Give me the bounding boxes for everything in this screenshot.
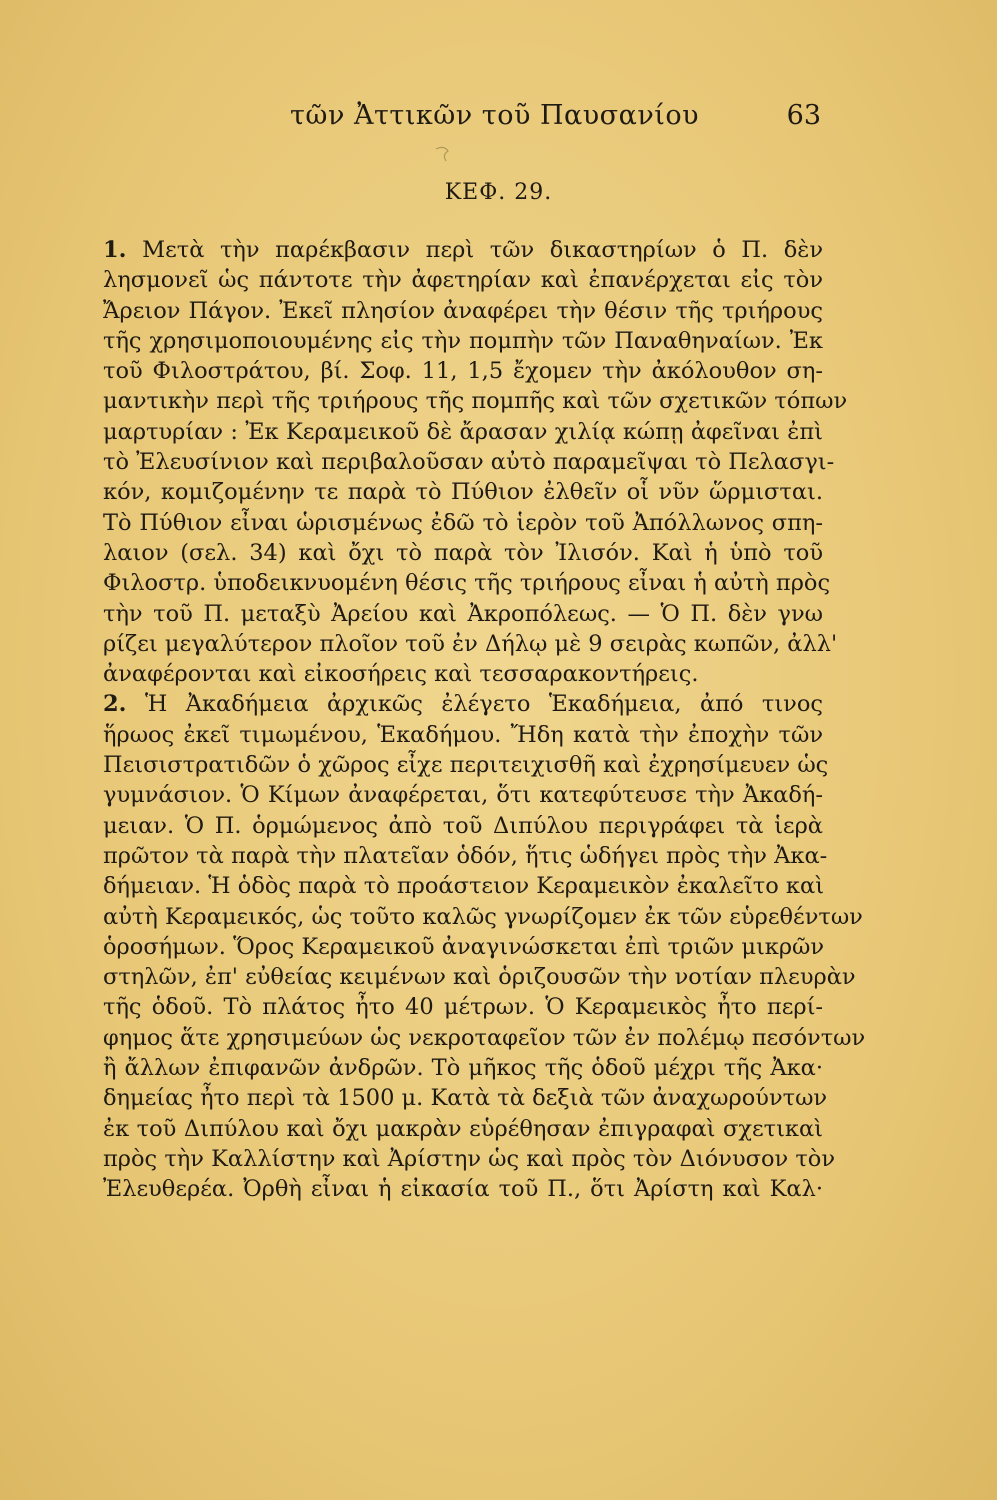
body-text bbox=[75, 235, 866, 1205]
text-line: λαιον (σελ. 34) καὶ ὄχι τὸ παρὰ τὸν Ἰλισόν. Καὶ ἡ ὑπὸ τοῦ bbox=[103, 539, 823, 566]
printer-ornament bbox=[430, 145, 460, 167]
text-line: κόν, κομιζομένην τε παρὰ τὸ Πύθιον ἐλθεῖν οἷ νῦν ὥρμισται. bbox=[103, 479, 823, 506]
paragraph-1 bbox=[75, 235, 848, 689]
text-line bbox=[75, 689, 823, 719]
text-line: Ἄρειον Πάγον. Ἐκεῖ πλησίον ἀναφέρει τὴν θέσιν τῆς τριήρους bbox=[103, 297, 823, 324]
text-line: λησμονεῖ ὡς πάντοτε τὴν ἀφετηρίαν καὶ ἐπανέρχεται εἰς τὸν bbox=[103, 267, 823, 294]
text-line: μαντικὴν περὶ τῆς τριήρους τῆς πομπῆς καὶ τῶν σχετικῶν τόπων bbox=[103, 388, 848, 415]
text-line: τὸ Ἐλευσίνιον καὶ περιβαλοῦσαν αὐτὸ παραμεῖψαι τὸ Πελασγι- bbox=[103, 449, 835, 476]
text-line: μειαν. Ὁ Π. ὁρμώμενος ἀπὸ τοῦ Διπύλου περιγράφει τὰ ἱερὰ bbox=[103, 812, 823, 839]
paragraph-2 bbox=[75, 689, 866, 1204]
paragraph-number: 2. bbox=[103, 691, 127, 718]
text-line: αὐτὴ Κεραμεικός, ὡς τοῦτο καλῶς γνωρίζομεν ἐκ τῶν εὑρεθέντων bbox=[103, 903, 863, 930]
text-line bbox=[75, 235, 823, 265]
text-line: τὴν τοῦ Π. μεταξὺ Ἀρείου καὶ Ἀκροπόλεως. — Ὁ Π. δὲν γνω bbox=[103, 600, 823, 627]
text-line: τῆς ὁδοῦ. Τὸ πλάτος ἦτο 40 μέτρων. Ὁ Κεραμεικὸς ἦτο περί- bbox=[103, 994, 823, 1021]
text-line: τῆς χρησιμοποιουμένης εἰς τὴν πομπὴν τῶν Παναθηναίων. Ἐκ bbox=[103, 327, 823, 354]
running-title: τῶν Ἀττικῶν τοῦ Παυσανίου bbox=[290, 100, 700, 131]
text-line: Τὸ Πύθιον εἶναι ὡρισμένως ἐδῶ τὸ ἱερὸν τοῦ Ἀπόλλωνος σπη- bbox=[103, 509, 823, 536]
page-header bbox=[0, 100, 997, 140]
text-line: ὁροσήμων. Ὅρος Κεραμεικοῦ ἀναγινώσκεται ἐπὶ τριῶν μικρῶν bbox=[103, 933, 825, 960]
text-line: Ἐλευθερέα. Ὀρθὴ εἶναι ἡ εἰκασία τοῦ Π., ὅτι Ἀρίστη καὶ Καλ· bbox=[103, 1176, 823, 1203]
text-line: πρὸς τὴν Καλλίστην καὶ Ἀρίστην ὡς καὶ πρὸς τὸν Διόνυσον τὸν bbox=[103, 1145, 836, 1172]
text-line: ἀναφέρονται καὶ εἰκοσήρεις καὶ τεσσαρακοντήρεις. bbox=[103, 661, 699, 688]
page-number: 63 bbox=[786, 100, 821, 131]
chapter-heading: ΚΕΦ. 29. bbox=[444, 180, 553, 205]
text-line: Πεισιστρατιδῶν ὁ χῶρος εἶχε περιτειχισθῆ καὶ ἐχρησίμευεν ὡς bbox=[103, 752, 829, 779]
line-text: Ἡ Ἀκαδήμεια ἀρχικῶς ἐλέγετο Ἑκαδήμεια, ἀπό τινος bbox=[144, 691, 824, 718]
text-line: ἥρωος ἐκεῖ τιμωμένου, Ἑκαδήμου. Ἤδη κατὰ τὴν ἐποχὴν τῶν bbox=[103, 721, 823, 748]
paragraph-number: 1. bbox=[103, 237, 127, 263]
text-line: γυμνάσιον. Ὁ Κίμων ἀναφέρεται, ὅτι κατεφύτευσε τὴν Ἀκαδή- bbox=[103, 782, 823, 809]
text-line: μαρτυρίαν : Ἐκ Κεραμεικοῦ δὲ ἄρασαν χιλίᾳ κώπῃ ἀφεῖναι ἐπὶ bbox=[103, 418, 823, 445]
text-line: φημος ἅτε χρησιμεύων ὡς νεκροταφεῖον τῶν ἐν πολέμῳ πεσόντων bbox=[103, 1024, 866, 1051]
text-line: ἐκ τοῦ Διπύλου καὶ ὄχι μακρὰν εὑρέθησαν ἐπιγραφαὶ σχετικαὶ bbox=[103, 1115, 823, 1142]
text-line: ἢ ἄλλων ἐπιφανῶν ἀνδρῶν. Τὸ μῆκος τῆς ὁδοῦ μέχρι τῆς Ἀκα· bbox=[103, 1055, 823, 1082]
text-line: πρῶτον τὰ παρὰ τὴν πλατεῖαν ὁδόν, ἥτις ὡδήγει πρὸς τὴν Ἀκα- bbox=[103, 842, 828, 869]
text-line: ρίζει μεγαλύτερον πλοῖον τοῦ ἐν Δήλῳ μὲ 9 σειρὰς κωπῶν, ἀλλ' bbox=[103, 630, 838, 657]
text-line: τοῦ Φιλοστράτου, βί. Σοφ. 11, 1,5 ἔχομεν τὴν ἀκόλουθον ση- bbox=[103, 358, 823, 385]
line-text: Μετὰ τὴν παρέκβασιν περὶ τῶν δικαστηρίων ὁ Π. δὲν bbox=[142, 237, 824, 263]
text-line: δήμειαν. Ἡ ὁδὸς παρὰ τὸ προάστειον Κεραμεικὸν ἐκαλεῖτο καὶ bbox=[103, 873, 825, 900]
text-line: Φιλοστρ. ὑποδεικνυομένη θέσις τῆς τριήρους εἶναι ἡ αὐτὴ πρὸς bbox=[103, 570, 831, 597]
text-line: στηλῶν, ἐπ' εὐθείας κειμένων καὶ ὁριζουσῶν τὴν νοτίαν πλευρὰν bbox=[103, 964, 856, 991]
text-line: δημείας ἦτο περὶ τὰ 1500 μ. Κατὰ τὰ δεξιὰ τῶν ἀναχωρούντων bbox=[103, 1085, 828, 1112]
